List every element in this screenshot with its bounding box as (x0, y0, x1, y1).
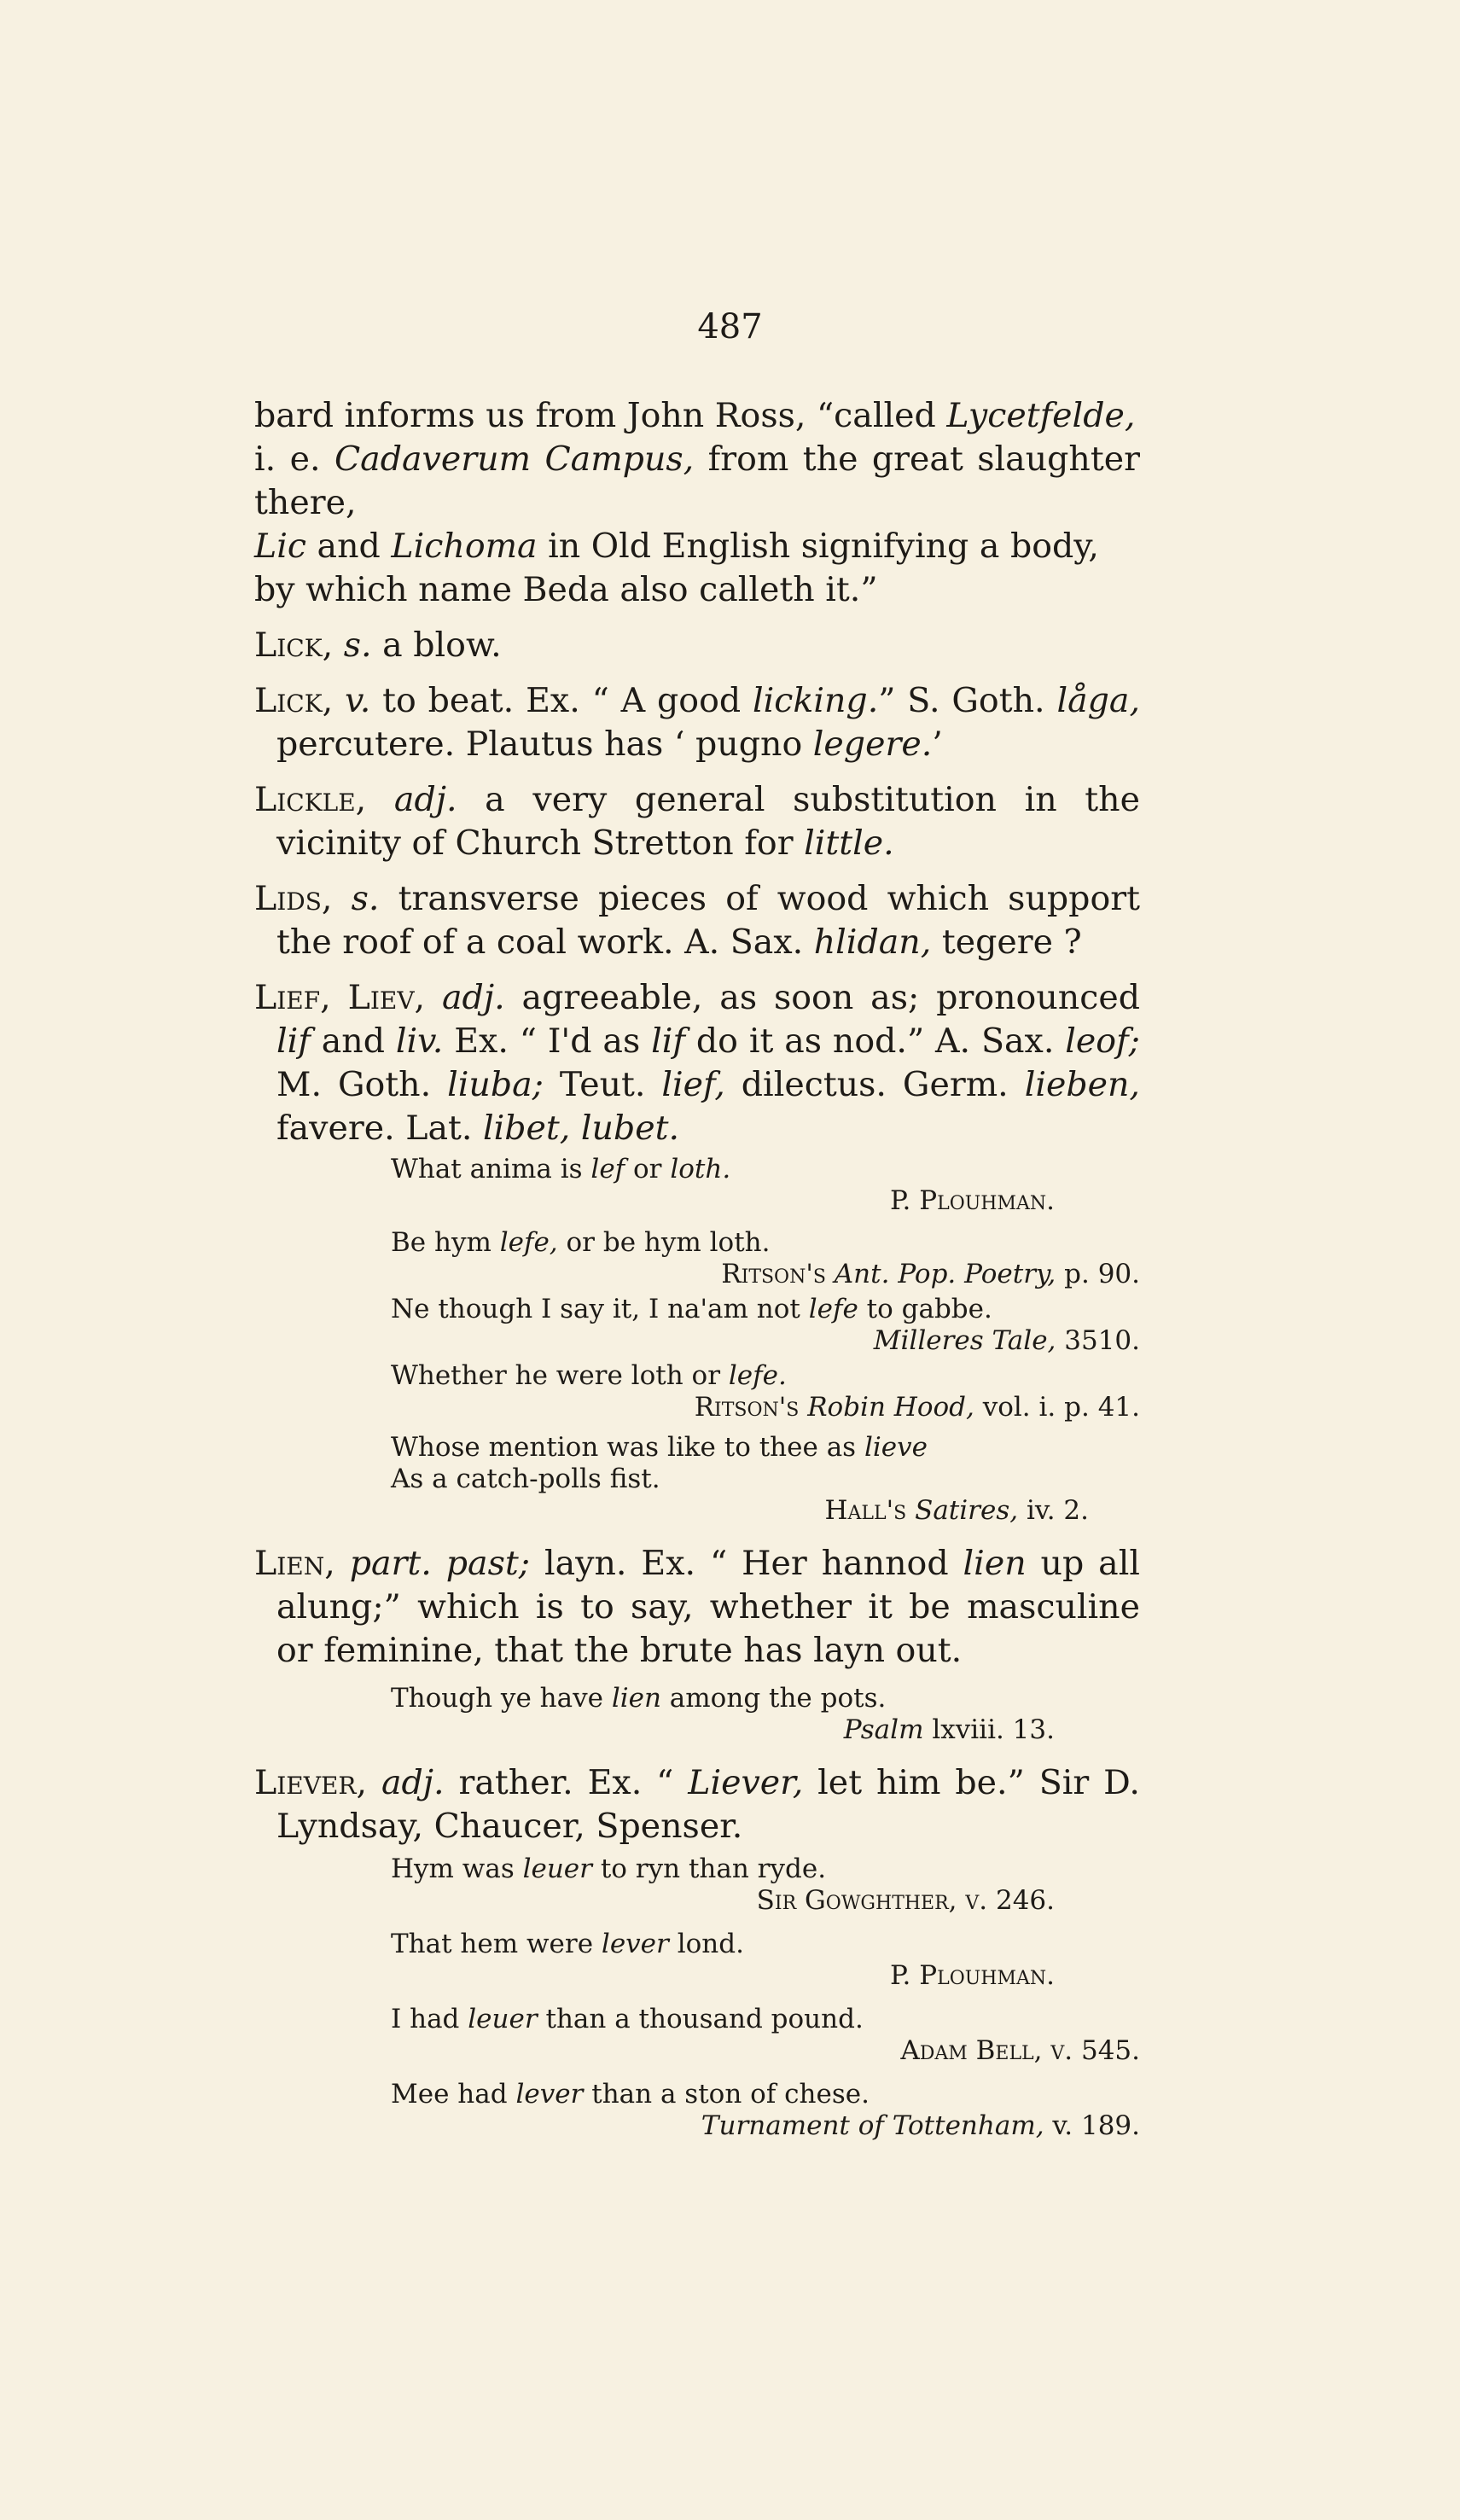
quote-citation: Ritson's Robin Hood, vol. i. p. 41. (694, 1392, 1140, 1423)
quote-line: Ne though I say it, I na'am not lefe to gabbe. (391, 1294, 992, 1324)
quote-citation: Hall's Satires, iv. 2. (824, 1495, 1089, 1526)
quotation-block (254, 1154, 1140, 1527)
quote-citation: Milleres Tale, 3510. (873, 1325, 1140, 1356)
entry-liever: Liever, adj. rather. Ex. “ Liever, let him be.” Sir D. Lyndsay, Chaucer, Spenser. (254, 1763, 1140, 1846)
entry-lickle: Lickle, adj. a very general substitution in the vicinity of Church Stretton for little. (254, 780, 1140, 863)
entry-lids: Lids, s. transverse pieces of wood which support the roof of a coal work. A. Sax. hlidan, tegere ? (254, 879, 1140, 962)
continuation-paragraph: bard informs us from John Ross, “called Lycetfelde, i. e. Cadaverum Campus, from the great slaughter there, Lic and Lichoma in Old English signifying a body, by which name Beda also calleth it.” (254, 396, 1140, 609)
headword: Lickle, (254, 780, 367, 819)
headword: Lids, (254, 879, 333, 918)
quote-line: That hem were lever lond. (391, 1929, 744, 1959)
page-body (254, 394, 1140, 2142)
quote-line: Though ye have lien among the pots. (391, 1683, 887, 1714)
page-number: 487 (697, 307, 763, 346)
quote-citation: P. Plouhman. (889, 1185, 1055, 1216)
quote-citation: P. Plouhman. (889, 1960, 1055, 1991)
quote-line: Whose mention was like to thee as lieve (391, 1432, 928, 1463)
quote-line: Hym was leuer to ryn than ryde. (391, 1854, 827, 1884)
headword: Lick, (254, 681, 334, 720)
quote-citation: Turnament of Tottenham, v. 189. (701, 2110, 1140, 2141)
quote-line: Whether he were loth or lefe. (391, 1360, 787, 1391)
entry-lick-noun: Lick, s. a blow. (254, 626, 502, 665)
headword: Lief, Liev, (254, 978, 426, 1017)
headword: Lien, (254, 1544, 335, 1583)
quote-line: Be hym lefe, or be hym loth. (391, 1227, 771, 1258)
quote-citation: Adam Bell, v. 545. (900, 2035, 1140, 2066)
quote-citation: Sir Gowghther, v. 246. (756, 1885, 1055, 1916)
quote-citation: Psalm lxviii. 13. (843, 1714, 1055, 1745)
quote-line: What anima is lef or loth. (391, 1154, 731, 1184)
entry-lick-verb: Lick, v. to beat. Ex. “ A good licking.” S. Goth. låga, percutere. Plautus has ‘ pugno legere.’ (254, 681, 1141, 764)
quote-line: As a catch-polls fist. (391, 1464, 660, 1494)
quote-line: I had leuer than a thousand pound. (391, 2004, 864, 2034)
quotation-block (254, 1854, 1140, 2142)
headword: Liever, (254, 1763, 368, 1802)
entry-lief: Lief, Liev, adj. agreeable, as soon as; pronounced lif and liv. Ex. “ I'd as lif do it as nod.” A. Sax. leof; M. Goth. liuba; Teut. lief, dilectus. Germ. lieben, favere. Lat. libet, lubet. (254, 978, 1140, 1148)
quote-line: Mee had lever than a ston of chese. (391, 2079, 870, 2110)
entry-lien: Lien, part. past; layn. Ex. “ Her hannod lien up all alung;” which is to say, whether it be masculine or feminine, that the brute has layn out. (254, 1544, 1141, 1670)
quote-citation: Ritson's Ant. Pop. Poetry, p. 90. (721, 1259, 1140, 1289)
headword: Lick, (254, 626, 334, 665)
quotation-block (254, 1683, 1140, 1746)
